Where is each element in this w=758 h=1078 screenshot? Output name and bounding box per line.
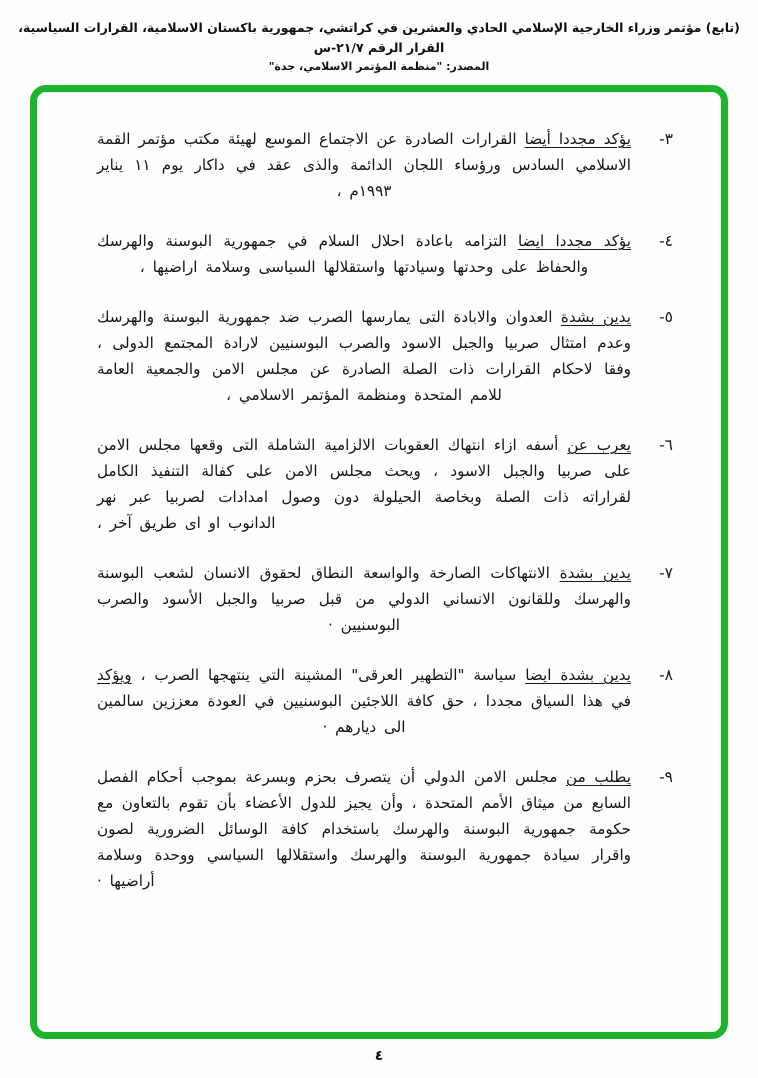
resolution-item (97, 764, 673, 894)
item-number: ٧- (659, 564, 673, 582)
green-border-frame (30, 85, 728, 1039)
resolution-item (97, 126, 673, 204)
underlined-phrase: يدين بشدة (560, 308, 631, 326)
item-number: ٤- (659, 232, 673, 250)
item-number: ٩- (659, 768, 673, 786)
underlined-phrase: يؤكد مجددا ايضا (517, 232, 631, 250)
text-segment: الانتهاكات الصارخة والواسعة النطاق لحقوق الانسان لشعب البوسنة والهرسك وللقانون الانساني الدولي من قبل صربيا والجبل الأسود والصرب البوسنيين · (97, 564, 631, 634)
item-text (97, 304, 631, 408)
item-text (97, 764, 631, 894)
document-header (0, 0, 758, 73)
resolution-item (97, 304, 673, 408)
item-text (97, 662, 631, 740)
underlined-phrase: ويؤكد (97, 666, 132, 684)
underlined-phrase: يؤكد مجددا أيضا (524, 130, 631, 148)
text-segment: مجلس الامن الدولي أن يتصرف بحزم وبسرعة بموجب أحكام الفصل السابع من ميثاق الأمم المتحدة ، وأن يجيز للدول الأعضاء بأن تقوم بالتعاون مع حكومة جمهورية البوسنة والهرسك باستخدام كافة الوسائل الضرورية لصون واقرار سيادة جمهورية البوسنة والهرسك واستقلالها السياسي ووحدة وسلامة أراضيها · (97, 768, 631, 890)
underlined-phrase: يطلب من (566, 768, 631, 786)
resolution-item (97, 228, 673, 280)
underlined-phrase: يدين بشدة (559, 564, 631, 582)
item-text (97, 432, 631, 536)
underlined-phrase: يدين بشدة ايضا (525, 666, 632, 684)
text-segment: في هذا السياق مجددا ، حق كافة اللاجئين البوسنيين في العودة معززين سالمين الى ديارهم · (97, 692, 631, 736)
document-source-line: المصدر: "منظمة المؤتمر الاسلامي، جدة" (268, 60, 490, 73)
item-text (97, 228, 631, 280)
text-segment: أسفه ازاء انتهاك العقوبات الالزامية الشاملة التى وقعها مجلس الامن على صربيا والجبل الاسود ، ويحث مجلس الامن على كفالة التنفيذ الكامل لقراراته ذات الصلة وبخاصة الحيلولة دون وصول امدادات لصربيا عبر نهر الدانوب او اى طريق آخر ، (97, 436, 631, 532)
item-number: ٥- (659, 308, 673, 326)
text-segment: التزامه باعادة احلال السلام في جمهورية البوسنة والهرسك والحفاظ على وحدتها وسيادتها واستقلالها السياسى وسلامة اراضيها ، (97, 232, 589, 276)
resolution-item (97, 432, 673, 536)
text-segment: سياسة "التطهير العرقى" المشينة التي ينتهجها الصرب ، (131, 666, 526, 684)
page-number: ٤ (374, 1048, 384, 1064)
item-number: ٦- (659, 436, 673, 454)
resolution-items-list (97, 126, 673, 894)
underlined-phrase: يعرب عن (567, 436, 631, 454)
document-title-line: (تابع) مؤتمر وزراء الخارجية الإسلامي الحادي والعشرين في كراتشي، جمهورية باكستان الاسلامية، القرارات السياسية، القرار الرقم ٢١/٧-س (18, 20, 740, 55)
item-number: ٨- (659, 666, 673, 684)
page-footer (0, 1048, 758, 1064)
item-number: ٣- (659, 130, 673, 148)
resolution-item (97, 560, 673, 638)
resolution-item (97, 662, 673, 740)
text-segment: العدوان والابادة التى يمارسها الصرب ضد جمهورية البوسنة والهرسك وعدم امتثال صربيا والجبل الاسود والصرب البوسنيين لارادة المجتمع الدولى ، وفقا لاحكام القرارات ذات الصلة الصادرة عن مجلس الامن والجمعية العامة للامم المتحدة ومنظمة المؤتمر الاسلامي ، (97, 308, 631, 404)
text-segment: القرارات الصادرة عن الاجتماع الموسع لهيئة مكتب مؤتمر القمة الاسلامي السادس ورؤساء اللجان الدائمة والذى عقد في داكار يوم ١١ يناير ١٩٩٣م ، (97, 130, 631, 200)
item-text (97, 560, 631, 638)
item-text (97, 126, 631, 204)
